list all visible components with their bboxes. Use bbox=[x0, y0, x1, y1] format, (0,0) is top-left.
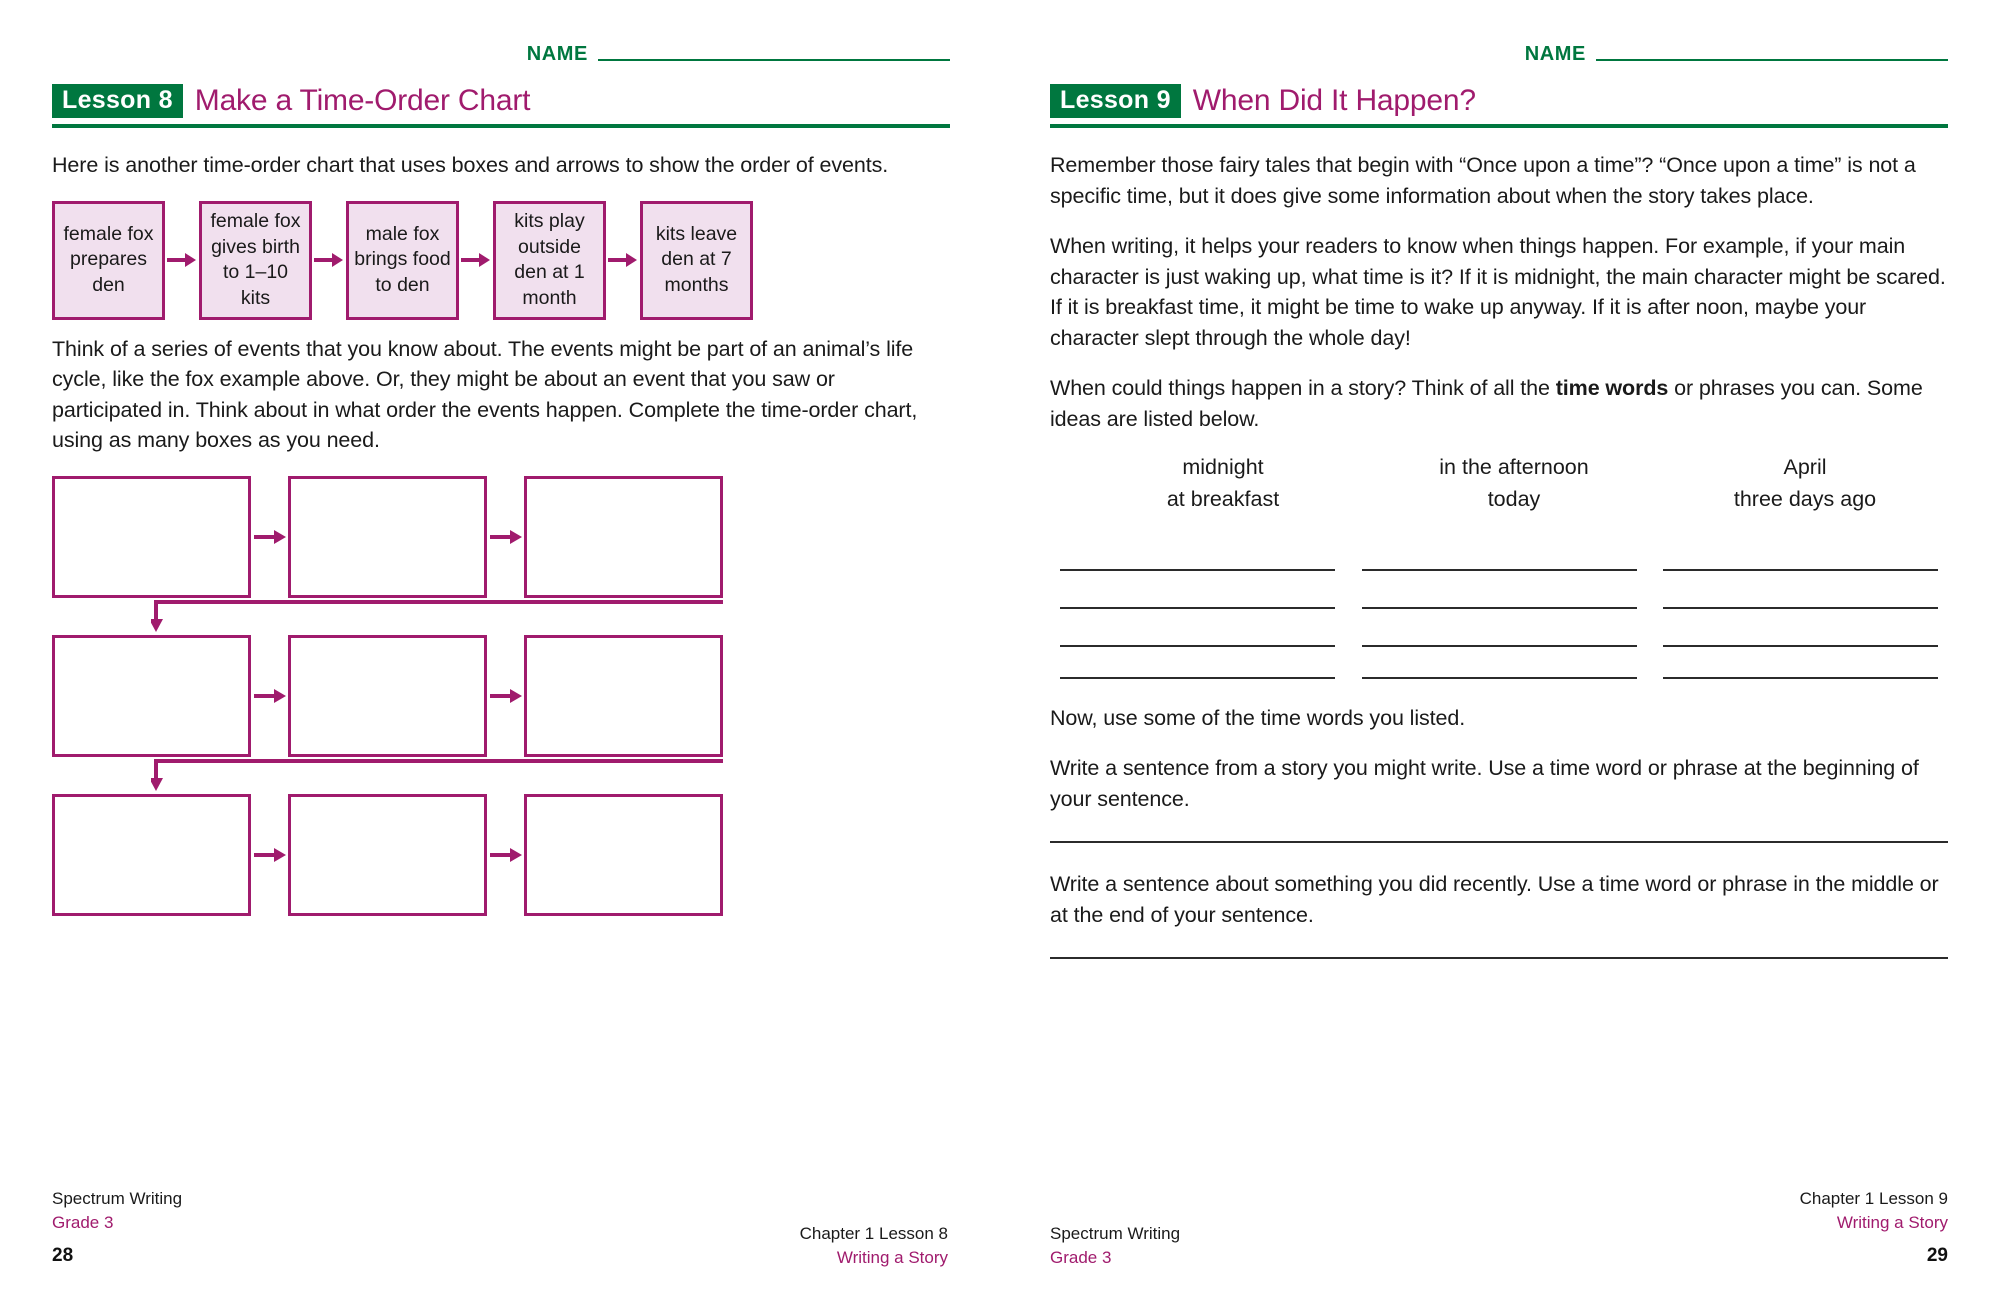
page-number: 28 bbox=[52, 1245, 74, 1267]
write-line[interactable] bbox=[1362, 533, 1637, 571]
blank-chart-box[interactable] bbox=[288, 794, 487, 916]
write-line[interactable] bbox=[1362, 647, 1637, 679]
footer-book-title: Spectrum Writing bbox=[52, 1188, 183, 1208]
arrow-right-icon bbox=[459, 201, 493, 320]
arrow-right-icon bbox=[490, 688, 522, 709]
time-words-answer-lines bbox=[1050, 533, 1948, 679]
write-line[interactable] bbox=[1663, 533, 1938, 571]
time-words-column bbox=[1098, 452, 1348, 514]
page-footer bbox=[1050, 1187, 1948, 1270]
name-field-row bbox=[52, 30, 950, 64]
time-words-column bbox=[1389, 452, 1639, 514]
footer-section: Writing a Story bbox=[836, 1247, 948, 1267]
footer-chapter: Chapter 1 Lesson 8 bbox=[799, 1223, 948, 1243]
time-word: three days ago bbox=[1733, 486, 1877, 511]
write-line[interactable] bbox=[1663, 609, 1938, 647]
arrow-right-icon bbox=[490, 847, 522, 868]
header-divider bbox=[52, 124, 950, 128]
blank-chart-box[interactable] bbox=[52, 635, 251, 757]
paragraph-1: Remember those fairy tales that begin with “Once upon a time”? “Once upon a time” is not a specific time, but it does give some information about when the story takes place. bbox=[1050, 153, 1916, 208]
name-label: NAME bbox=[1524, 43, 1586, 65]
write-line[interactable] bbox=[1060, 571, 1335, 609]
lesson-header bbox=[1050, 84, 1948, 118]
header-divider bbox=[1050, 124, 1948, 128]
example-box: male fox brings food to den bbox=[346, 201, 459, 320]
arrow-right-icon bbox=[254, 529, 286, 550]
example-box: kits leave den at 7 months bbox=[640, 201, 753, 320]
blank-chart-box[interactable] bbox=[288, 476, 487, 598]
answer-lines-column bbox=[1362, 533, 1637, 679]
answer-write-line[interactable] bbox=[1050, 956, 1948, 959]
wrap-connector-arrow-icon bbox=[151, 757, 726, 798]
footer-left bbox=[52, 1187, 182, 1270]
page-title: Make a Time-Order Chart bbox=[194, 84, 531, 118]
example-box: kits play outside den at 1 month bbox=[493, 201, 606, 320]
arrow-right-icon bbox=[254, 847, 286, 868]
name-write-line[interactable] bbox=[1596, 58, 1948, 61]
blank-chart-box[interactable] bbox=[288, 635, 487, 757]
arrow-right-icon bbox=[606, 201, 640, 320]
example-box: female fox prepares den bbox=[52, 201, 165, 320]
write-line[interactable] bbox=[1663, 571, 1938, 609]
name-field-row bbox=[1050, 30, 1948, 64]
blank-chart-box[interactable] bbox=[52, 794, 251, 916]
prompt-2: Write a sentence about something you did recently. Use a time word or phrase in the middle or at the end of your sentence. bbox=[1050, 872, 1939, 927]
write-line[interactable] bbox=[1663, 647, 1938, 679]
lesson-header bbox=[52, 84, 950, 118]
prompt-text-before: When could things happen in a story? Think of all the bbox=[1050, 376, 1556, 401]
blank-chart-box[interactable] bbox=[524, 794, 723, 916]
arrow-right-icon bbox=[490, 529, 522, 550]
arrow-right-icon bbox=[254, 688, 286, 709]
arrow-right-icon bbox=[165, 201, 199, 320]
time-word: today bbox=[1487, 486, 1541, 511]
lesson-badge: Lesson 9 bbox=[1050, 84, 1181, 118]
time-word: in the afternoon bbox=[1439, 455, 1589, 480]
intro-paragraph: Here is another time-order chart that uses boxes and arrows to show the order of events. bbox=[52, 153, 889, 178]
blank-chart-box[interactable] bbox=[52, 476, 251, 598]
blank-chart-box[interactable] bbox=[524, 476, 723, 598]
answer-lines-column bbox=[1060, 533, 1335, 679]
arrow-right-icon bbox=[312, 201, 346, 320]
blank-chart-box[interactable] bbox=[524, 635, 723, 757]
time-word: midnight bbox=[1182, 455, 1264, 480]
footer-book-title: Spectrum Writing bbox=[1050, 1223, 1181, 1243]
page-title: When Did It Happen? bbox=[1192, 84, 1476, 118]
page-right bbox=[1000, 0, 2000, 1298]
now-use-instruction: Now, use some of the time words you listed. bbox=[1050, 705, 1466, 730]
footer-chapter: Chapter 1 Lesson 9 bbox=[1799, 1188, 1948, 1208]
blank-time-order-chart bbox=[52, 476, 724, 916]
page-footer bbox=[52, 1187, 948, 1270]
answer-lines-column bbox=[1663, 533, 1938, 679]
name-write-line[interactable] bbox=[598, 58, 950, 61]
write-line[interactable] bbox=[1060, 533, 1335, 571]
footer-grade: Grade 3 bbox=[1050, 1247, 1112, 1267]
footer-section: Writing a Story bbox=[1836, 1212, 1948, 1232]
paragraph-2: When writing, it helps your readers to know when things happen. For example, if your main character is just waking up, what time is it? If it is midnight, the main character might be scared. If it is breakfast time, it might be time to wake up anyway. If it is after noon, maybe your character slept through the whole day! bbox=[1050, 234, 1946, 350]
write-line[interactable] bbox=[1362, 571, 1637, 609]
time-words-grid bbox=[1050, 452, 1948, 514]
name-label: NAME bbox=[526, 43, 588, 65]
footer-grade: Grade 3 bbox=[52, 1212, 114, 1232]
time-word: at breakfast bbox=[1166, 486, 1280, 511]
write-line[interactable] bbox=[1060, 609, 1335, 647]
time-words-emphasis: time words bbox=[1555, 376, 1669, 401]
prompt-1: Write a sentence from a story you might write. Use a time word or phrase at the beginning of your sentence. bbox=[1050, 756, 1919, 811]
wrap-connector-arrow-icon bbox=[151, 598, 726, 639]
footer-right bbox=[1800, 1187, 1948, 1270]
example-box: female fox gives birth to 1–10 kits bbox=[199, 201, 312, 320]
time-words-prompt bbox=[1050, 373, 1948, 434]
footer-right bbox=[800, 1222, 948, 1270]
prompt-text-after: or phrases you can. Some ideas are listed below. bbox=[1050, 376, 1923, 431]
example-time-order-chart bbox=[52, 201, 950, 320]
time-words-column bbox=[1680, 452, 1930, 514]
answer-write-line[interactable] bbox=[1050, 840, 1948, 843]
page-number: 29 bbox=[1926, 1245, 1948, 1267]
write-line[interactable] bbox=[1060, 647, 1335, 679]
instructions-paragraph: Think of a series of events that you know about. The events might be part of an animal’s life cycle, like the fox example above. Or, they might be about an event that you saw or participated in. Think about in what order the events happen. Complete the time-order chart, using as many boxes as you need. bbox=[52, 336, 918, 453]
time-word: April bbox=[1783, 455, 1827, 480]
write-line[interactable] bbox=[1362, 609, 1637, 647]
footer-left bbox=[1050, 1222, 1180, 1270]
lesson-badge: Lesson 8 bbox=[52, 84, 183, 118]
